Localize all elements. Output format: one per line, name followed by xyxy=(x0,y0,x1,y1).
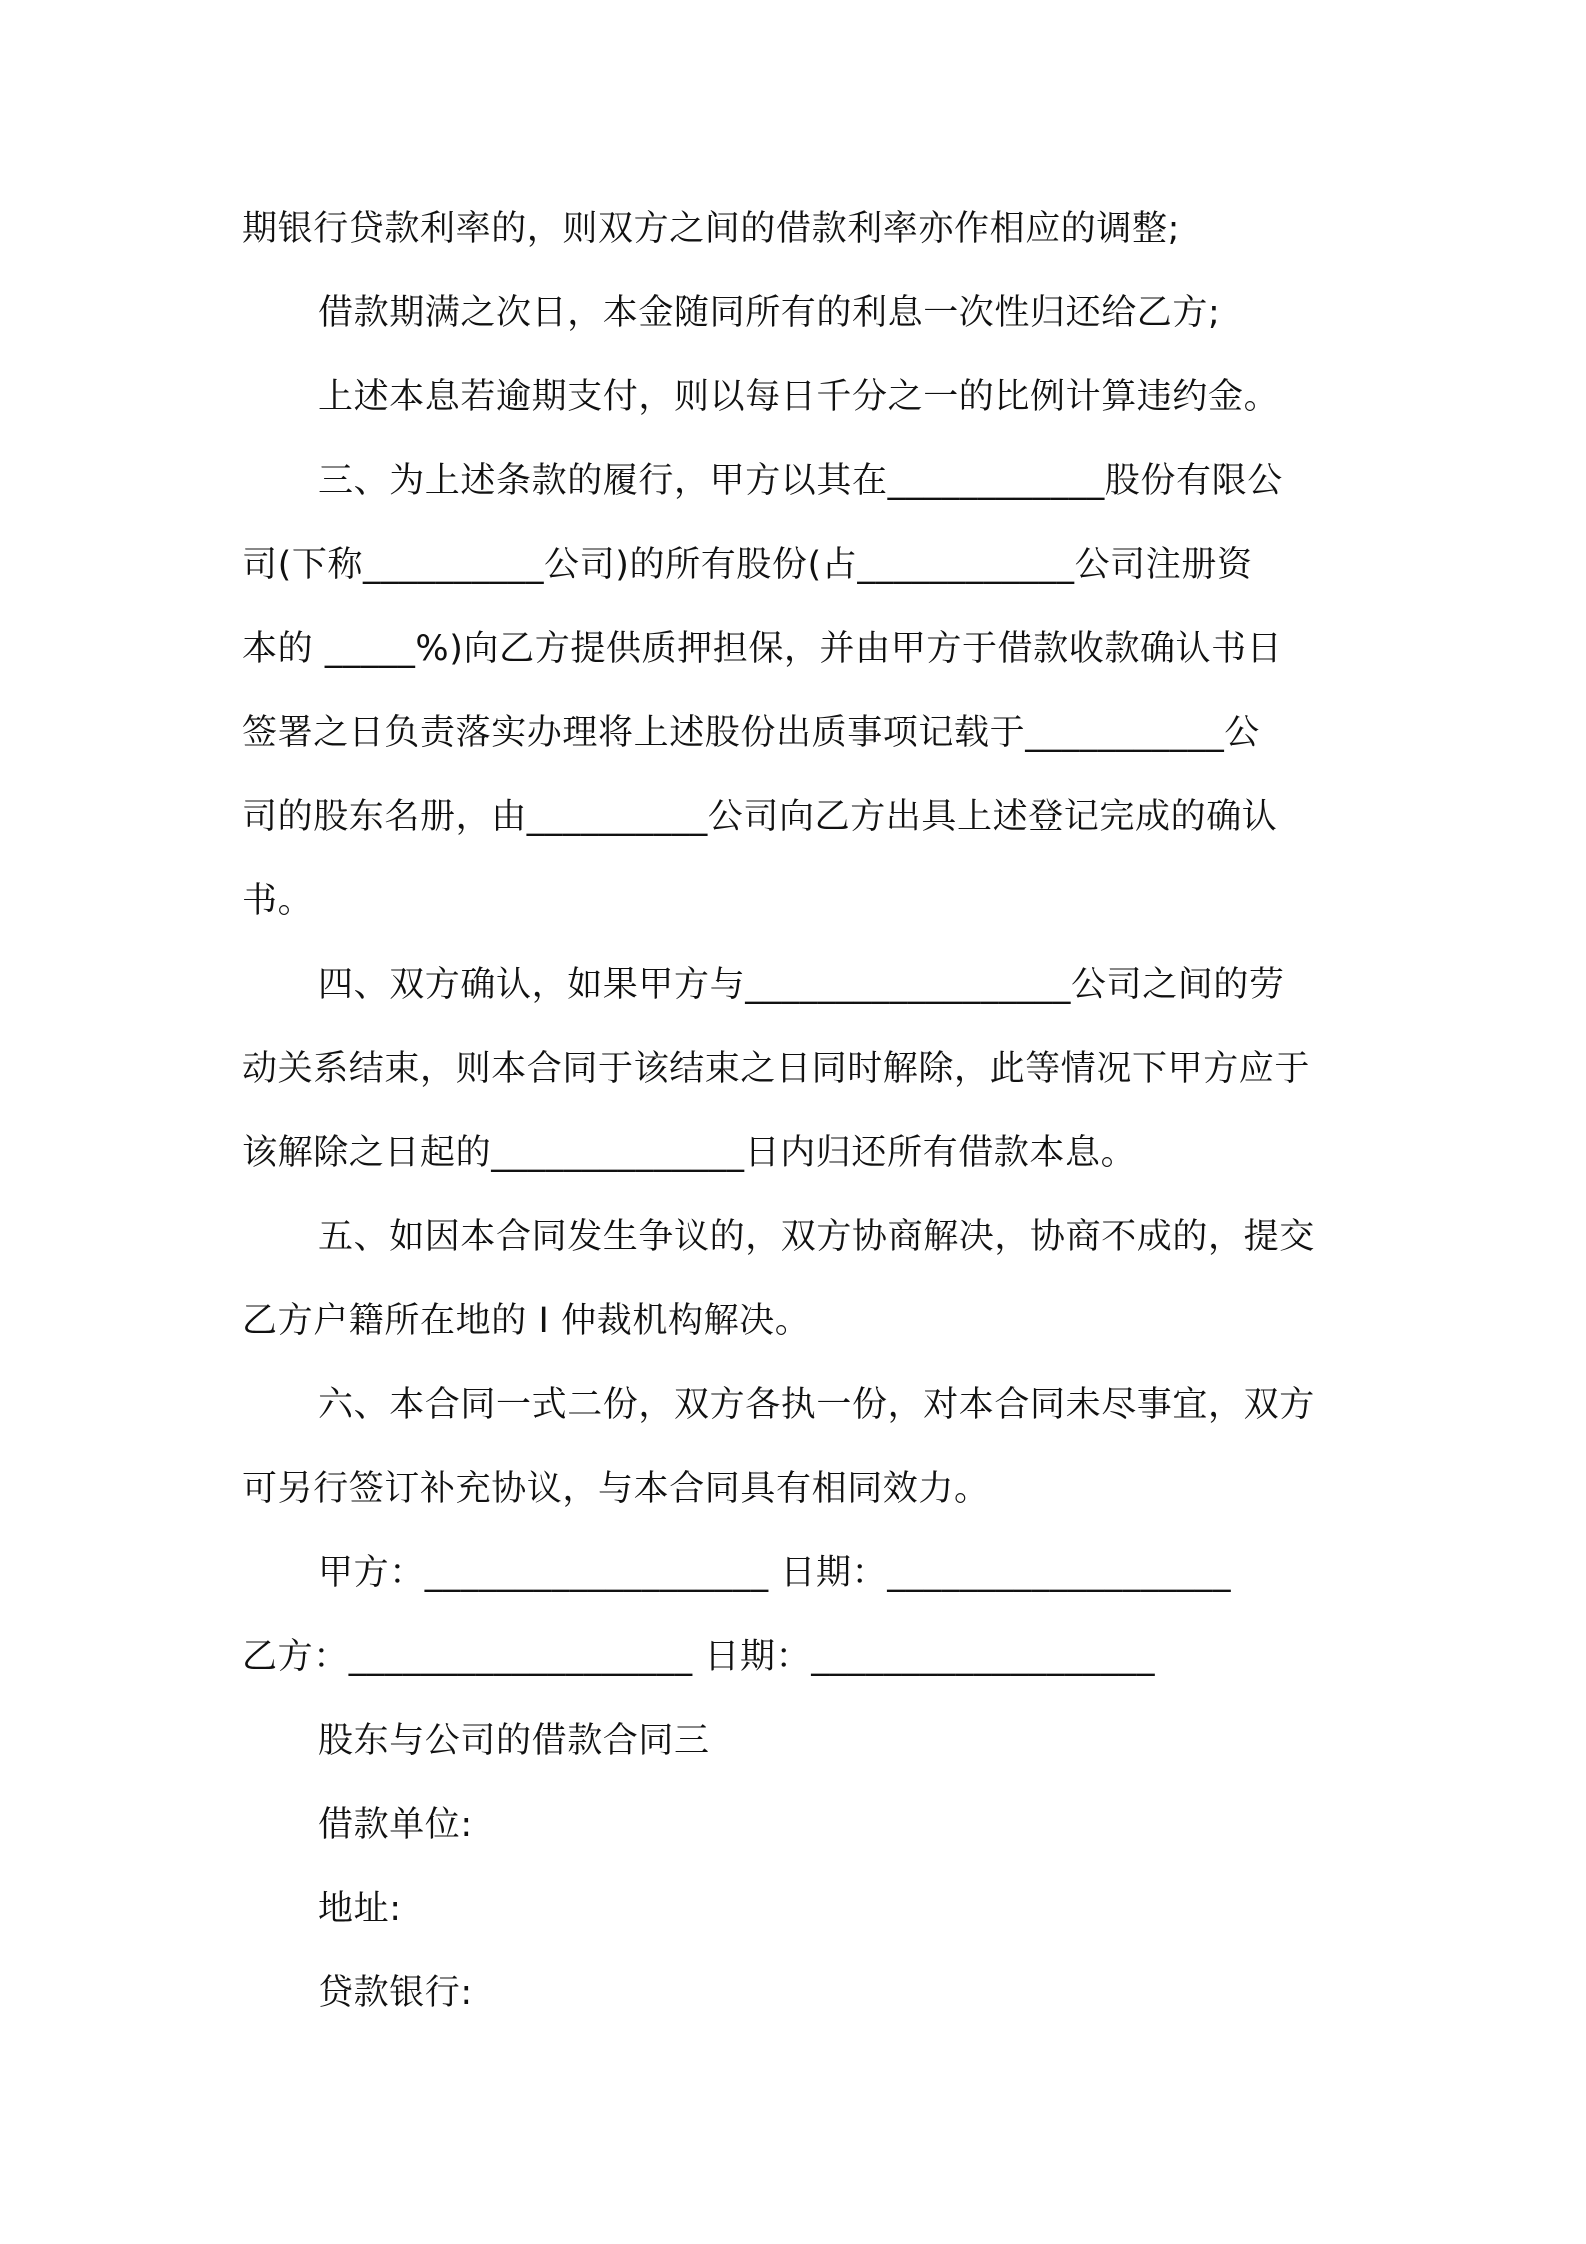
paragraph-line-penalty: 上述本息若逾期支付，则以每日千分之一的比例计算违约金。 xyxy=(318,377,1280,417)
clause-six-line-2: 可另行签订补充协议，与本合同具有相同效力。 xyxy=(242,1469,990,1509)
paragraph-line-repayment-date: 借款期满之次日，本金随同所有的利息一次性归还给乙方; xyxy=(318,293,1221,333)
clause-three-line-2: 司(下称__________公司)的所有股份(占____________公司注册资 xyxy=(242,545,1253,585)
clause-six-line-1: 六、本合同一式二份，双方各执一份，对本合同未尽事宜，双方 xyxy=(318,1385,1315,1425)
clause-four-line-3: 该解除之日起的______________日内归还所有借款本息。 xyxy=(242,1133,1137,1173)
party-a-signature-line: 甲方：___________________ 日期：___________________ xyxy=(318,1553,1232,1593)
address-label: 地址: xyxy=(318,1889,402,1929)
clause-three-line-6: 书。 xyxy=(242,881,314,921)
clause-four-line-1: 四、双方确认，如果甲方与__________________公司之间的劳 xyxy=(318,965,1285,1005)
clause-five-line-2: 乙方户籍所在地的 I 仲裁机构解决。 xyxy=(242,1301,811,1341)
clause-five-line-1: 五、如因本合同发生争议的，双方协商解决，协商不成的，提交 xyxy=(318,1217,1315,1257)
lending-bank-label: 贷款银行: xyxy=(318,1973,473,2013)
clause-three-line-5: 司的股东名册，由__________公司向乙方出具上述登记完成的确认 xyxy=(242,797,1278,837)
borrower-unit-label: 借款单位: xyxy=(318,1805,473,1845)
clause-four-line-2: 动关系结束，则本合同于该结束之日同时解除，此等情况下甲方应于 xyxy=(242,1049,1311,1089)
paragraph-line-interest-adjustment: 期银行贷款利率的，则双方之间的借款利率亦作相应的调整; xyxy=(242,209,1180,249)
clause-three-line-1: 三、为上述条款的履行，甲方以其在____________股份有限公 xyxy=(318,461,1283,501)
clause-three-line-3: 本的 _____%)向乙方提供质押担保，并由甲方于借款收款确认书日 xyxy=(242,629,1283,669)
clause-three-line-4: 签署之日负责落实办理将上述股份出质事项记载于___________公 xyxy=(242,713,1260,753)
section-title: 股东与公司的借款合同三 xyxy=(318,1721,710,1761)
party-b-signature-line: 乙方：___________________ 日期：___________________ xyxy=(242,1637,1156,1677)
